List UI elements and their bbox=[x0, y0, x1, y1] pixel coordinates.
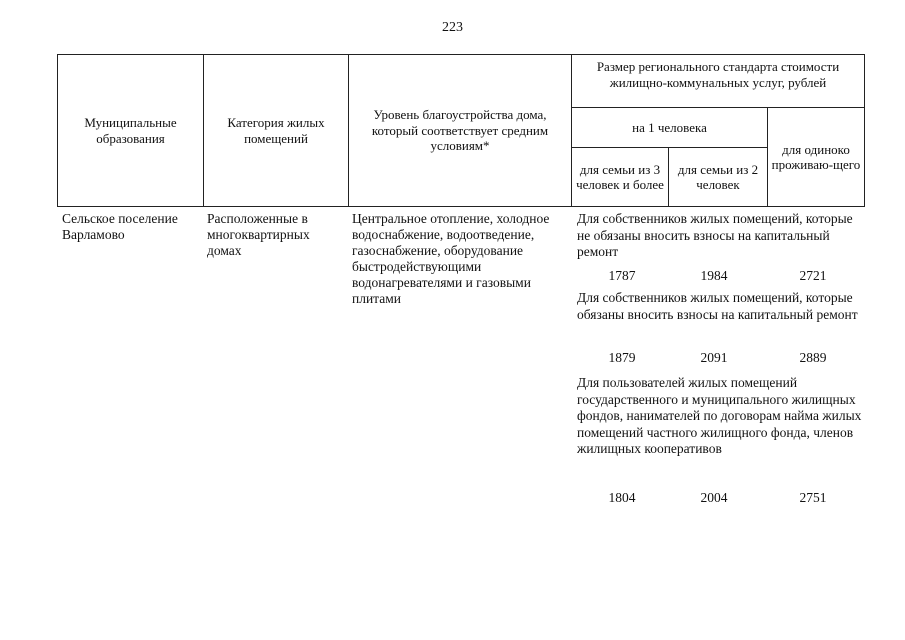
page-number: 223 bbox=[442, 20, 463, 35]
value-family-3: 1787 bbox=[608, 268, 636, 283]
cell-category: Расположенные в многоквартирных домах bbox=[207, 211, 310, 258]
group-label-3: Для пользователей жилых помещений государственного и муниципального жилищных фондов, нанимателей по договорам найма жилых помещений частного жилищного фонда, членов жилищных кооперативов bbox=[577, 375, 862, 456]
header-standard-size: Размер регионального стандарта стоимости жилищно-коммунальных услуг, рублей bbox=[572, 55, 865, 108]
header-family-2: для семьи из 2 человек bbox=[669, 148, 768, 207]
value-family-2: 2004 bbox=[700, 490, 728, 505]
header-per-person: на 1 человека bbox=[572, 108, 768, 148]
header-single: для одиноко проживаю-щего bbox=[768, 108, 865, 207]
cell-municipality: Сельское поселение Варламово bbox=[62, 211, 178, 242]
table-header bbox=[57, 54, 865, 207]
group-label-2: Для собственников жилых помещений, которые обязаны вносить взносы на капитальный ремонт bbox=[577, 290, 858, 322]
value-single: 2751 bbox=[799, 490, 827, 505]
header-municipalities: Муниципальные образования bbox=[58, 55, 204, 207]
value-family-2: 2091 bbox=[700, 350, 728, 365]
value-family-2: 1984 bbox=[700, 268, 728, 283]
value-family-3: 1804 bbox=[608, 490, 636, 505]
value-single: 2721 bbox=[799, 268, 827, 283]
value-single: 2889 bbox=[799, 350, 827, 365]
value-family-3: 1879 bbox=[608, 350, 636, 365]
group-label-1: Для собственников жилых помещений, которые не обязаны вносить взносы на капитальный ремонт bbox=[577, 211, 853, 259]
header-category: Категория жилых помещений bbox=[204, 55, 349, 207]
cell-amenity: Центральное отопление, холодное водоснабжение, водоотведение, газоснабжение, оборудование быстродействующими водонагревателями и газовыми плитами bbox=[352, 211, 550, 306]
header-amenity-level: Уровень благоустройства дома, который соответствует средним условиям* bbox=[349, 55, 572, 207]
header-family-3: для семьи из 3 человек и более bbox=[572, 148, 669, 207]
